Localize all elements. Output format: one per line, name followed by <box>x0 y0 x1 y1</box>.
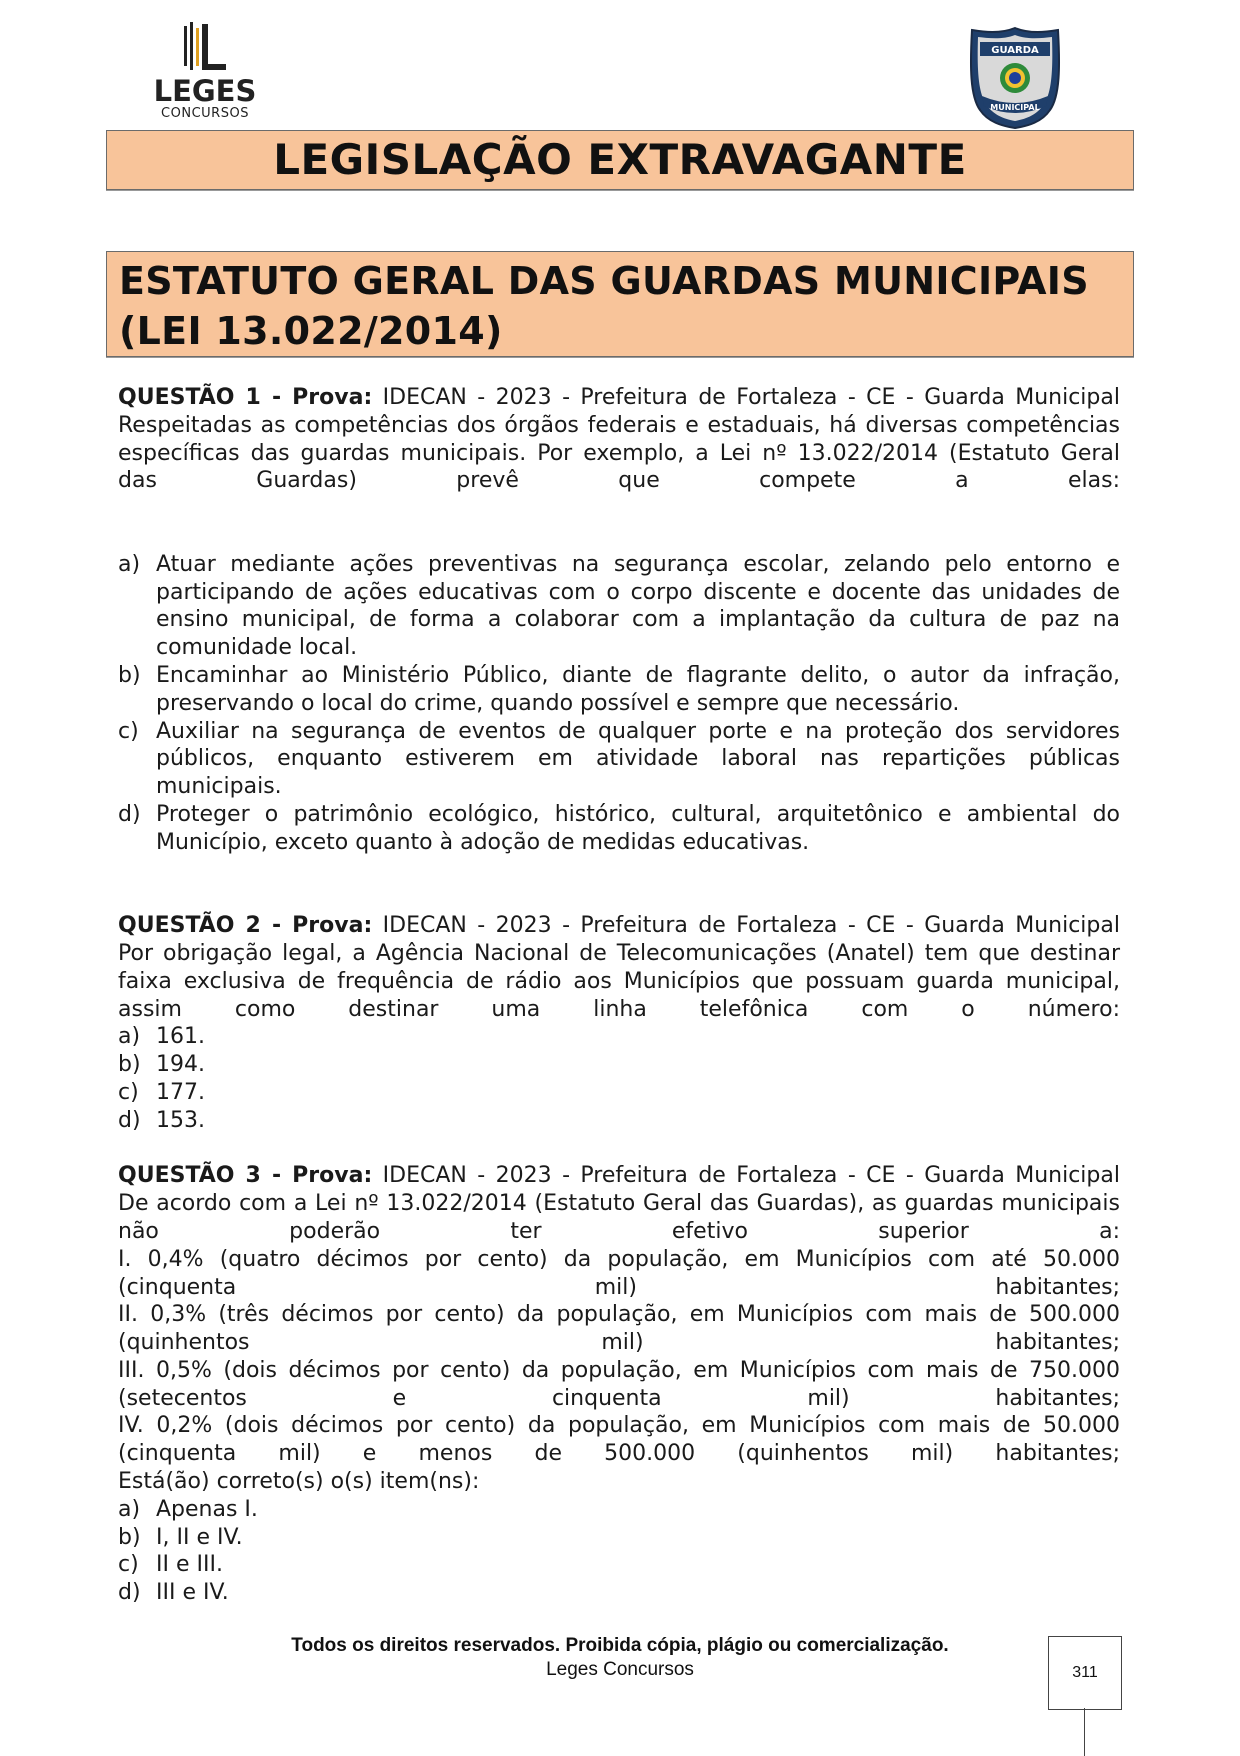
question-3-source: IDECAN - 2023 - Prefeitura de Fortaleza - CE - Guarda Municipal <box>372 1163 1120 1189</box>
option-text: II e III. <box>156 1552 223 1578</box>
option-text: Auxiliar na segurança de eventos de qualquer porte e na proteção dos servidores públicos, enquanto estiverem em atividade laboral nas repartições públicas municipais. <box>156 718 1120 800</box>
question-2-stem: Por obrigação legal, a Agência Nacional de Telecomunicações (Anatel) tem que destinar faixa exclusiva de frequência de rádio aos Municípios que possuam guarda municipal, assim como destinar uma linha telefônica com o número: <box>118 940 1120 1022</box>
page-footer <box>200 1634 1040 1682</box>
page-number-line <box>1084 1708 1085 1756</box>
question-3-option-b[interactable] <box>118 1524 1120 1552</box>
question-3-item-3: III. 0,5% (dois décimos por cento) da população, em Municípios com mais de 750.000 (setecentos e cinquenta mil) habitantes; <box>118 1357 1120 1411</box>
option-text: Apenas I. <box>156 1496 258 1522</box>
option-text: 161. <box>156 1024 205 1050</box>
questions-content <box>118 384 1120 1607</box>
question-1-option-c[interactable] <box>118 718 1120 801</box>
option-text: I, II e IV. <box>156 1524 243 1550</box>
guarda-municipal-badge-icon <box>968 26 1062 130</box>
option-letter: a) <box>118 1496 141 1522</box>
question-3-label: QUESTÃO 3 - Prova: <box>118 1163 373 1189</box>
option-letter: b) <box>118 662 141 688</box>
question-1-option-a[interactable] <box>118 551 1120 662</box>
question-1-option-b[interactable] <box>118 662 1120 718</box>
question-2-option-b[interactable] <box>118 1051 1120 1079</box>
question-1-label: QUESTÃO 1 - Prova: <box>118 385 373 410</box>
option-letter: c) <box>118 718 139 744</box>
question-1-source: IDECAN - 2023 - Prefeitura de Fortaleza - CE - Guarda Municipal <box>372 385 1120 410</box>
question-2-label: QUESTÃO 2 - Prova: <box>118 913 373 939</box>
question-3-item-1: I. 0,4% (quatro décimos por cento) da população, em Municípios com até 50.000 (cinquenta mil) habitantes; <box>118 1246 1120 1300</box>
option-letter: b) <box>118 1052 141 1078</box>
option-letter: a) <box>118 1024 141 1050</box>
question-3-item-2: II. 0,3% (três décimos por cento) da população, em Municípios com mais de 500.000 (quinhentos mil) habitantes; <box>118 1302 1120 1356</box>
section-title-line2: (LEI 13.022/2014) <box>119 309 503 353</box>
question-1-option-d[interactable] <box>118 801 1120 857</box>
guarda-municipal-badge <box>968 26 1062 130</box>
leges-logo <box>150 22 260 121</box>
option-text: 153. <box>156 1107 205 1133</box>
question-2-option-c[interactable] <box>118 1079 1120 1107</box>
page-title: LEGISLAÇÃO EXTRAVAGANTE <box>273 135 967 184</box>
question-2-option-d[interactable] <box>118 1107 1120 1135</box>
option-letter: d) <box>118 1107 141 1133</box>
option-letter: c) <box>118 1079 139 1105</box>
leges-logo-subtext: CONCURSOS <box>161 106 249 121</box>
question-3-stem: De acordo com a Lei nº 13.022/2014 (Estatuto Geral das Guardas), as guardas municipais não poderão ter efetivo superior a: <box>118 1191 1120 1244</box>
section-title-line1: ESTATUTO GERAL DAS GUARDAS MUNICIPAIS <box>119 259 1089 303</box>
option-letter: a) <box>118 551 141 577</box>
option-letter: b) <box>118 1524 141 1550</box>
question-3-option-a[interactable] <box>118 1496 1120 1524</box>
section-title-banner <box>106 251 1134 357</box>
option-text: Proteger o patrimônio ecológico, histórico, cultural, arquitetônico e ambiental do Município, exceto quanto à adoção de medidas educativas. <box>156 801 1120 855</box>
question-3-prompt: Está(ão) correto(s) o(s) item(ns): <box>118 1469 480 1495</box>
option-text: 177. <box>156 1079 205 1105</box>
badge-bottom-text: MUNICIPAL <box>990 103 1040 112</box>
footer-brand: Leges Concursos <box>546 1659 694 1680</box>
question-3-option-d[interactable] <box>118 1579 1120 1607</box>
option-text: Atuar mediante ações preventivas na segurança escolar, zelando pelo entorno e participando de ações educativas com o corpo discente e docente das unidades de ensino municipal, de forma a colaborar com a implantação da cultura de paz na comunidade local. <box>156 551 1120 661</box>
footer-rights: Todos os direitos reservados. Proibida cópia, plágio ou comercialização. <box>291 1635 949 1656</box>
badge-top-text: GUARDA <box>991 45 1039 56</box>
option-letter: d) <box>118 1580 141 1606</box>
option-letter: d) <box>118 801 141 827</box>
question-1-stem: Respeitadas as competências dos órgãos federais e estaduais, há diversas competências específicas das guardas municipais. Por exemplo, a Lei nº 13.022/2014 (Estatuto Geral das Guardas) prevê que compete a elas: <box>118 412 1120 494</box>
leges-logo-mark-icon <box>180 22 230 74</box>
option-text: III e IV. <box>156 1580 229 1606</box>
question-2-option-a[interactable] <box>118 1023 1120 1051</box>
leges-logo-text: LEGES <box>153 74 257 108</box>
page-number: 311 <box>1048 1636 1122 1710</box>
question-2-source: IDECAN - 2023 - Prefeitura de Fortaleza - CE - Guarda Municipal <box>372 913 1120 939</box>
option-letter: c) <box>118 1552 139 1578</box>
question-3-option-c[interactable] <box>118 1551 1120 1579</box>
page-title-banner <box>106 130 1134 190</box>
option-text: Encaminhar ao Ministério Público, diante de flagrante delito, o autor da infração, preservando o local do crime, quando possível e sempre que necessário. <box>156 662 1120 716</box>
question-3-item-4: IV. 0,2% (dois décimos por cento) da população, em Municípios com mais de 50.000 (cinquenta mil) e menos de 500.000 (quinhentos mil) habitantes; <box>118 1413 1120 1467</box>
option-text: 194. <box>156 1052 205 1078</box>
